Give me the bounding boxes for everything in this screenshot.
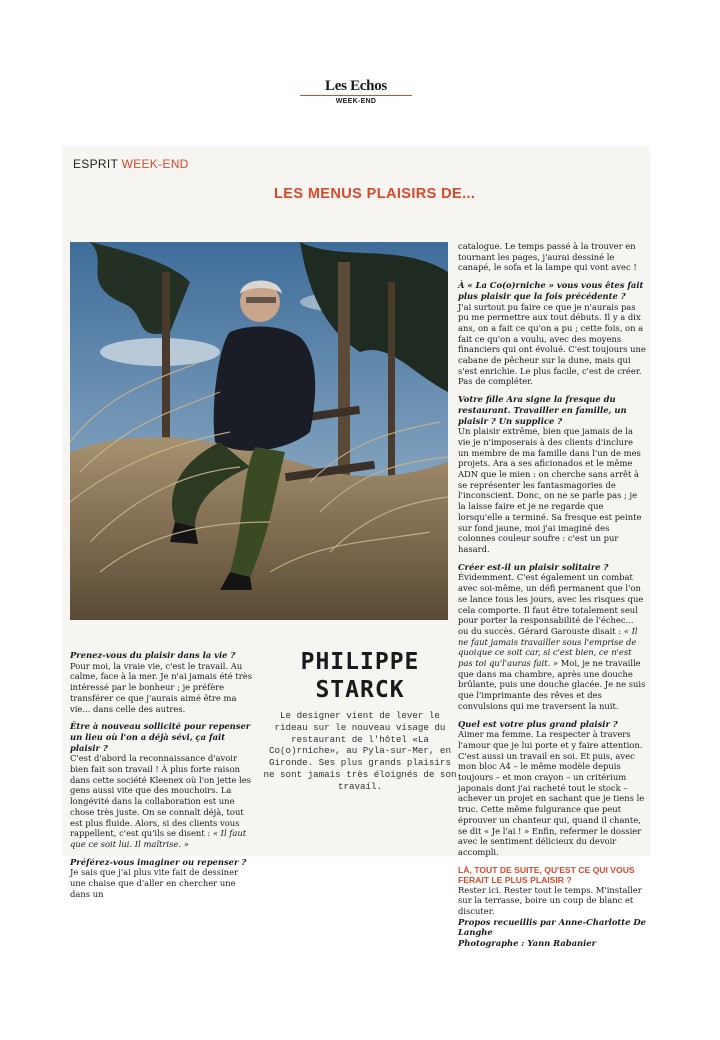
qa-block [70, 857, 255, 900]
question: Créer est-il un plaisir solitaire ? [458, 561, 609, 572]
question: Prenez-vous du plaisir dans la vie ? [70, 650, 236, 660]
article-headline: LES MENUS PLAISIRS DE... [274, 186, 476, 202]
answer: Moi, je ne travaille que dans ma chambre, après une douche brûlante, puis une douche glacée. Je ne suis que l'imprimante des rêves et des convulsions qui me traversent la nuit. [458, 658, 646, 711]
masthead [300, 78, 412, 105]
answer: Rester ici. Rester tout le temps. M'installer sur la terrasse, boire un coup de blanc et discuter. [458, 884, 642, 917]
article-intro: Le designer vient de lever le rideau sur le nouveau visage du restaurant de l'hôtel «La Co(o)rniche», au Pyla-sur-Mer, en Gironde. Ses plus grands plaisirs ne sont jamais très éloignés de son travail. [263, 710, 457, 792]
question: Préférez-vous imaginer ou repenser ? [70, 856, 247, 867]
portrait-photo [70, 242, 448, 620]
qa-block [458, 394, 646, 555]
qa-block [70, 721, 255, 849]
answer: Évidemment. C'est également un combat avec soi-même, un défi permanent que l'on se lance tous les jours, avec les risques que cela comporte. Il faut être totalement seul pour porter la responsabilité de l'échec... ou du succès. Gérard Garouste disait : [458, 572, 644, 636]
section-rubric [73, 157, 189, 171]
answer-quote: « Il faut que ce soit lui. Il maîtrise. » [70, 828, 247, 849]
subject-name [270, 648, 450, 704]
rubric-part2: WEEK-END [121, 157, 189, 171]
left-column [70, 650, 255, 906]
subject-last-name: STARCK [315, 677, 405, 703]
brand-logo: Les Echos [325, 78, 387, 94]
qa-block [70, 650, 255, 714]
answer: Un plaisir extrême, bien que jamais de la vie je n'imposerais à des clients d'inclure un membre de ma famille dans l'un de mes projets. Ara a ses aficionados et le même ADN que le mien : on cherche sans arrêt à se représenter les fantasmagories de l'inconscient. Donc, on ne se parle pas ; je la laisse faire et je ne regarde que lorsqu'elle a terminé. Sa fresque est peinte sur fond jaune, moi j'ai imaginé des colonnes couleur soufre : c'est un pur hasard. [458, 426, 642, 554]
photo-credit: Photographe : Yann Rabanier [458, 938, 597, 949]
answer: C'est d'abord la reconnaissance d'avoir bien fait son travail ! À plus forte raison dans cette société Kleenex où l'on jette les gens aussi vite que des mouchoirs. La longévité dans la collaboration est une chose très juste. On se connaît déjà, tout est plus fluide. Alors, si des clients vous rappellent, c'est qu'ils se disent : [70, 753, 251, 839]
final-question: LÀ, TOUT DE SUITE, QU'EST CE QUI VOUS FERAIT LE PLUS PLAISIR ? [458, 864, 635, 885]
author-credit: Propos recueillis par Anne-Charlotte De Langhe [458, 916, 647, 938]
qa-block [458, 562, 646, 712]
answer: Aimer ma femme. La respecter à travers l'amour que je lui porte et y faire attention. C'est aussi un travail en soi. Et puis, avec mon bloc A4 – le même modèle depuis toujours – et mon crayon – un critérium japonais dont j'ai racheté tout le stock – achever un projet en sachant que je tiens le truc. Cette même fulgurance que peut éprouver un chanteur qui, quand il chante, se dit « Je l'ai ! » Enfin, refermer le dossier avec le sentiment délicieux du devoir accompli. [458, 729, 645, 857]
qa-block [458, 865, 646, 949]
subject-first-name: PHILIPPE [300, 649, 420, 675]
brand-divider [300, 95, 412, 96]
answer: Pour moi, la vraie vie, c'est le travail. Au calme, face à la mer. Je n'ai jamais été très intéressé par le bonheur ; je préfère transférer ce que j'aurais aimé être ma vie... dans celle des autres. [70, 660, 253, 714]
qa-block [458, 719, 646, 858]
right-column [458, 241, 646, 956]
question: Quel est votre plus grand plaisir ? [458, 718, 618, 729]
portrait-photo-graphic [70, 242, 448, 620]
question: Être à nouveau sollicité pour repenser un lieu où l'on a déjà sévi, ça fait plaisir ? [70, 721, 251, 753]
answer-quote: « Il ne faut jamais travailler sous l'emprise de quoique ce soit car, si c'est bien, ce n'est pas toi qu'l'auras fait. » [458, 625, 638, 669]
brand-subtitle: WEEK-END [335, 98, 377, 105]
answer: J'ai surtout pu faire ce que je n'aurais pas pu me permettre aux tout débuts. Il y a dix ans, on a fait ce qu'on a pu ; cette fois, on a fait ce qu'on a voulu, avec des moyens financiers qui ont évolué. C'est toujours une cabane de pêcheur sur la dune, mais qui s'est enrichie. Le plus facile, c'est de créer. Pas de compléter. [458, 301, 646, 387]
question: Votre fille Ara signe la fresque du restaurant. Travailler en famille, un plaisir ? Un supplice ? [458, 394, 627, 426]
rubric-part1: ESPRIT [73, 157, 122, 171]
qa-block [458, 280, 646, 387]
answer: Je sais que j'ai plus vite fait de dessiner une chaise que d'aller en chercher une dans un [70, 867, 239, 899]
question: À « La Co(o)rniche » vous vous êtes fait plus plaisir que la fois précédente ? [458, 280, 644, 301]
answer-continued: catalogue. Le temps passé à la trouver en tournant les pages, j'aurai dessiné le canapé, le sofa et la lampe qui vont avec ! [458, 241, 637, 273]
